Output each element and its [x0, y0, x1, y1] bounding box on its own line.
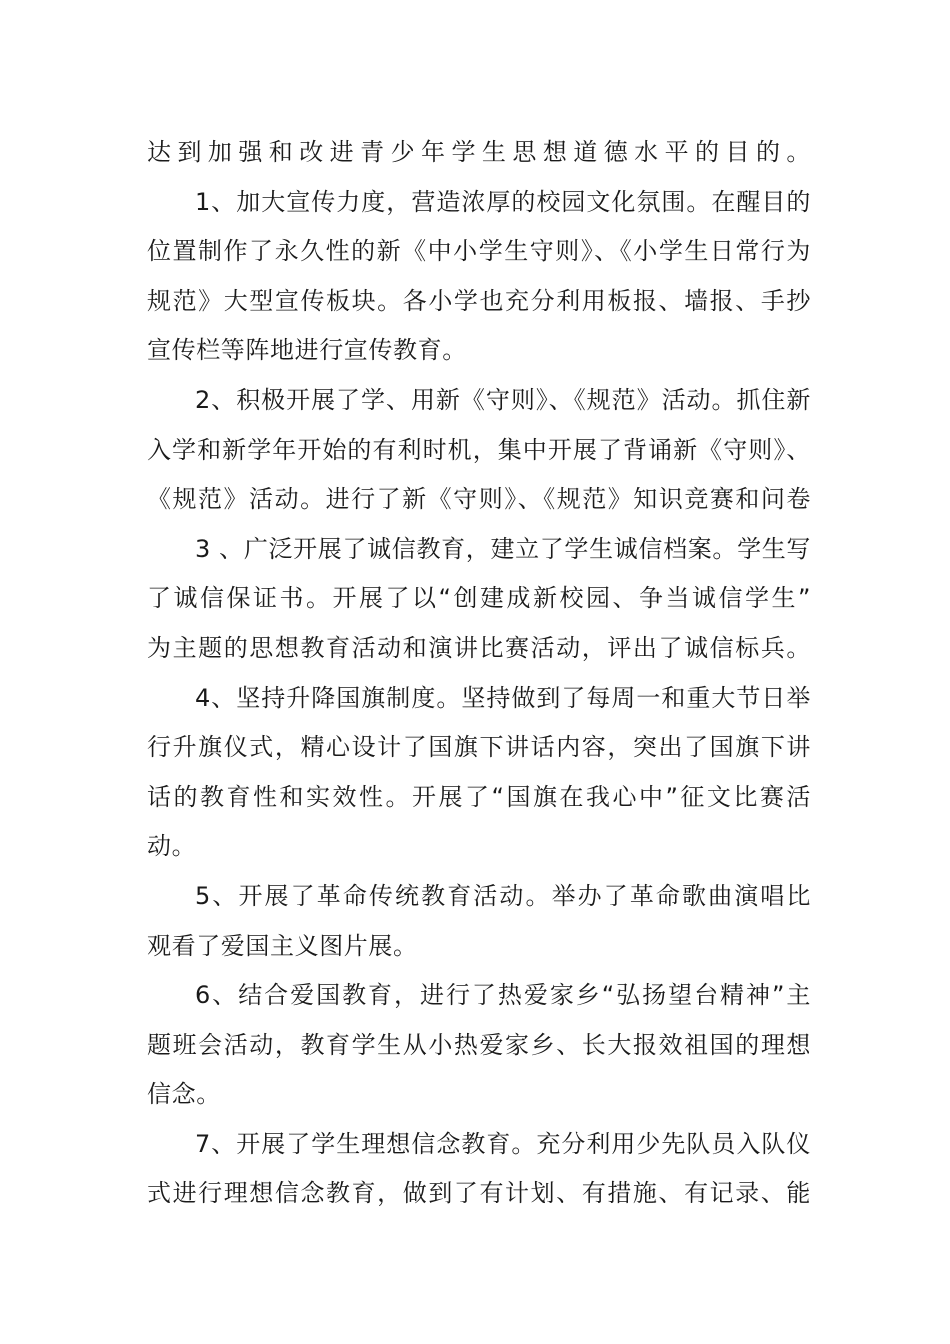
- paragraph-3-start: 3 、广泛开展了诚信教育，建立了学生诚信档案。学生写: [195, 534, 811, 563]
- paragraph-4-start: 4、坚持升降国旗制度。坚持做到了每周一和重大节日举: [195, 683, 811, 712]
- paragraph-5-start: 5、开展了革命传统教育活动。举办了革命歌曲演唱比: [195, 881, 811, 910]
- text-line: 观看了爱国主义图片展。: [147, 931, 418, 960]
- text-line: 达到加强和改进青少年学生思想道德水平的目的。: [147, 138, 811, 166]
- text-line: 行升旗仪式，精心设计了国旗下讲话内容，突出了国旗下讲: [147, 733, 811, 762]
- paragraph-6-start: 6、结合爱国教育，进行了热爱家乡“弘扬望台精神”主: [195, 981, 811, 1010]
- text-line: 动。: [147, 832, 197, 861]
- text-line: 入学和新学年开始的有利时机，集中开展了背诵新《守则》、: [147, 435, 811, 464]
- document-body: [147, 128, 811, 1219]
- text-line: 了诚信保证书。开展了以“创建成新校园、争当诚信学生”: [147, 584, 811, 613]
- text-line: 位置制作了永久性的新《中小学生守则》、《小学生日常行为: [147, 237, 811, 266]
- text-line: 《规范》活动。进行了新《守则》、《规范》知识竞赛和问卷: [147, 485, 811, 514]
- text-line: 题班会活动，教育学生从小热爱家乡、长大报效祖国的理想: [147, 1030, 811, 1059]
- paragraph-1-start: 1、加大宣传力度，营造浓厚的校园文化氛围。在醒目的: [195, 187, 811, 216]
- text-line: 为主题的思想教育活动和演讲比赛活动，评出了诚信标兵。: [147, 633, 811, 662]
- text-line: 式进行理想信念教育，做到了有计划、有措施、有记录、能: [147, 1179, 811, 1208]
- text-line: 话的教育性和实效性。开展了“国旗在我心中”征文比赛活: [147, 782, 811, 811]
- text-line: 宣传栏等阵地进行宣传教育。: [147, 336, 467, 365]
- paragraph-2-start: 2、积极开展了学、用新《守则》、《规范》活动。抓住新: [195, 385, 811, 414]
- paragraph-7-start: 7、开展了学生理想信念教育。充分利用少先队员入队仪: [195, 1129, 811, 1158]
- text-line: 规范》大型宣传板块。各小学也充分利用板报、墙报、手抄: [147, 286, 811, 315]
- text-line: 信念。: [147, 1080, 221, 1109]
